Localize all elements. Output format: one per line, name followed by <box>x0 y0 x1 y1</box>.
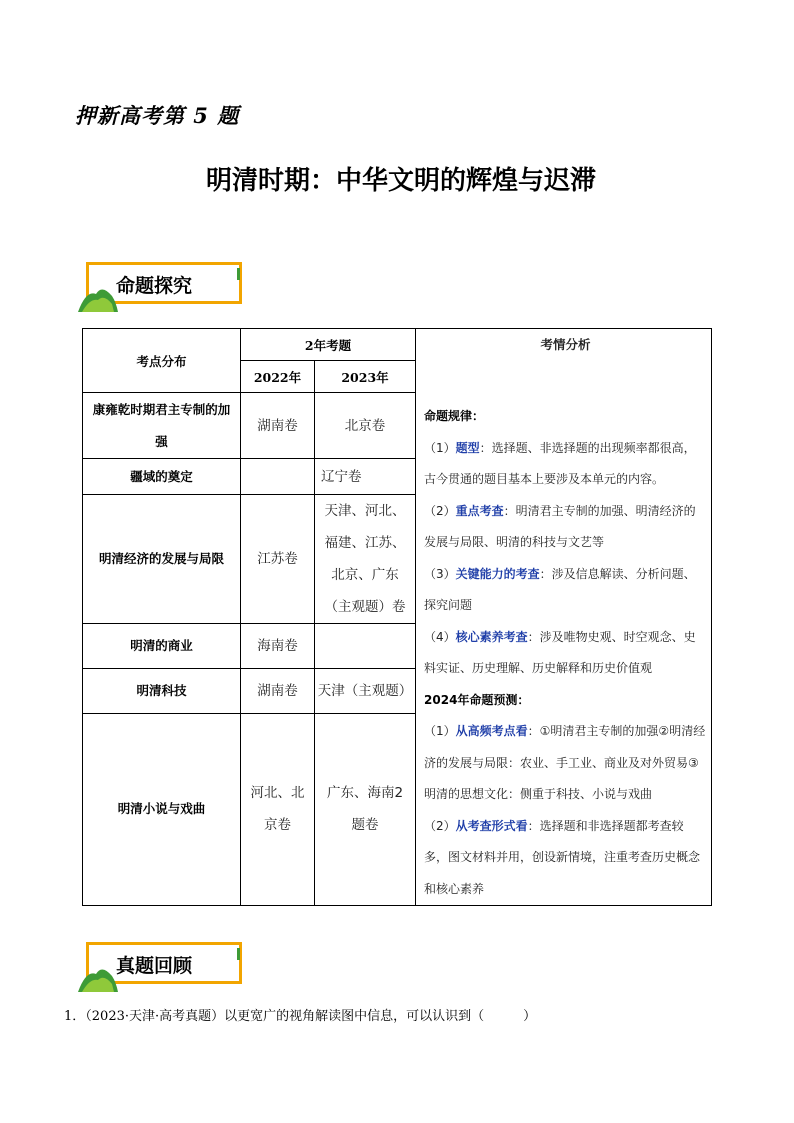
header-years: 2年考题 <box>241 329 416 361</box>
analysis-p5: （1）从高频考点看：①明清君主专制的加强②明清经济的发展与局限：农业、手工业、商业及对外贸易③明清的思想文化：侧重于科技、小说与戏曲 <box>424 724 706 801</box>
question-1: 1．（2023·天津·高考真题）以更宽广的视角解读图中信息，可以认识到（ ） <box>64 1009 537 1024</box>
y2022-cell: 江苏卷 <box>241 495 315 624</box>
banner-tick <box>237 268 240 280</box>
y2023-cell: 天津、河北、福建、江苏、北京、广东（主观题）卷 <box>315 495 416 624</box>
mountain-icon <box>78 962 118 992</box>
analysis-p1: （1）题型：选择题、非选择题的出现频率都很高，古今贯通的题目基本上要涉及本单元的内容。 <box>424 440 696 486</box>
rule-title: 命题规律： <box>424 409 485 423</box>
y2022-cell <box>241 459 315 495</box>
y2022-cell: 海南卷 <box>241 624 315 668</box>
point-cell: 疆域的奠定 <box>83 459 241 495</box>
y2022-cell: 湖南卷 <box>241 668 315 713</box>
y2022-cell: 河北、北京卷 <box>241 713 315 905</box>
y2023-cell: 北京卷 <box>315 393 416 459</box>
banner-label: 真题回顾 <box>116 955 193 977</box>
banner-tick <box>237 948 240 960</box>
predict-title: 2024年命题预测： <box>424 692 530 707</box>
kicker-heading: 押新高考第 5 题 <box>75 103 240 128</box>
section-banner-mingti <box>78 260 248 310</box>
exam-analysis-table <box>82 328 712 906</box>
analysis-cell <box>416 329 712 906</box>
y2023-cell: 广东、海南2题卷 <box>315 713 416 905</box>
header-analysis: 考情分析 <box>540 337 591 352</box>
y2023-cell: 天津（主观题） <box>315 668 416 713</box>
header-point: 考点分布 <box>83 329 241 393</box>
analysis-p4: （4）核心素养考查：涉及唯物史观、时空观念、史料实证、历史理解、历史解释和历史价值观 <box>424 629 696 675</box>
section-banner-zhenti <box>78 940 248 990</box>
point-cell: 明清科技 <box>83 668 241 713</box>
point-cell: 明清小说与戏曲 <box>83 713 241 905</box>
mountain-icon <box>78 282 118 312</box>
analysis-p2: （2）重点考查：明清君主专制的加强、明清经济的发展与局限、明清的科技与文艺等 <box>424 503 696 549</box>
y2023-cell: 辽宁卷 <box>315 459 416 495</box>
y2023-cell <box>315 624 416 668</box>
page-title: 明清时期：中华文明的辉煌与迟滞 <box>205 166 596 196</box>
y2022-cell: 湖南卷 <box>241 393 315 459</box>
banner-label: 命题探究 <box>116 275 193 297</box>
header-2022: 2022年 <box>241 361 315 393</box>
point-cell: 明清经济的发展与局限 <box>83 495 241 624</box>
analysis-p3: （3）关键能力的考查：涉及信息解读、分析问题、探究问题 <box>424 566 696 612</box>
point-cell: 明清的商业 <box>83 624 241 668</box>
analysis-p6: （2）从考查形式看：选择题和非选择题都考查较多，图文材料并用，创设新情境，注重考查历史概念和核心素养 <box>424 818 701 896</box>
point-cell: 康雍乾时期君主专制的加强 <box>83 393 241 459</box>
header-2023: 2023年 <box>315 361 416 393</box>
